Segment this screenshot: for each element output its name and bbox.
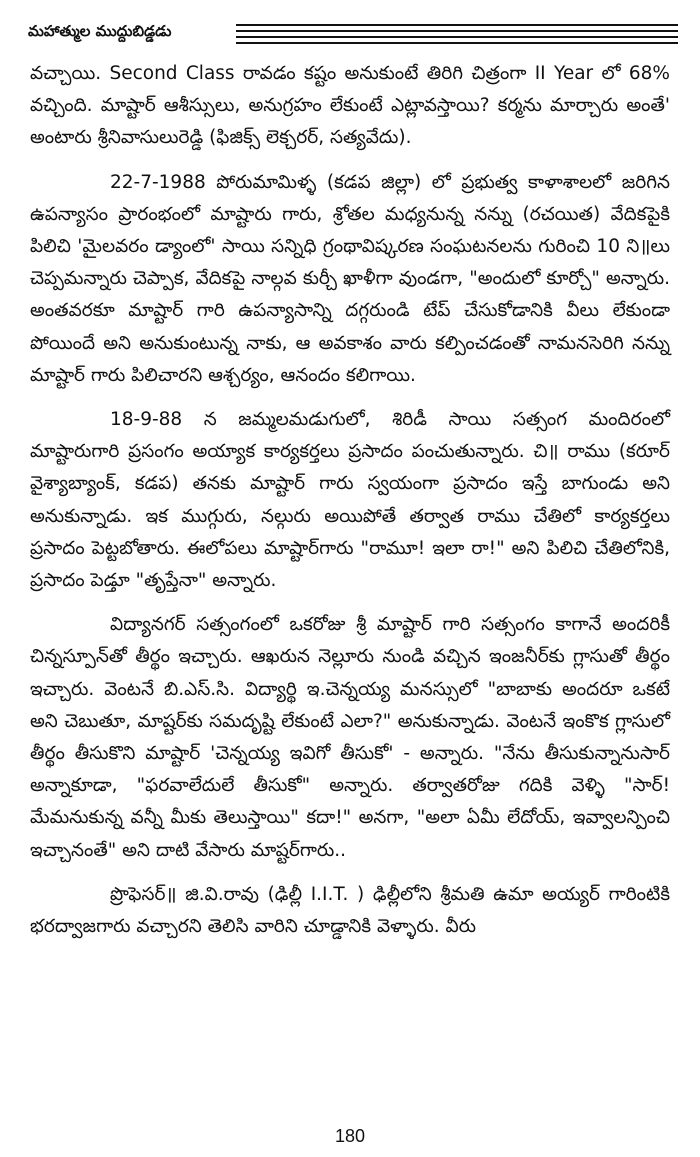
page-number: 180 [334, 1126, 366, 1146]
header-rules [236, 24, 678, 48]
header-rule [236, 30, 678, 32]
running-title: మహాత్ముల ముద్దుబిడ్డడు [28, 22, 172, 40]
page-header [28, 20, 678, 50]
paragraph: 22-7-1988 పోరుమామిళ్ళ (కడప జిల్లా) లో ప్రభుత్వ కాళాశాలలో జరిగిన ఉపన్యాసం ప్రారంభంలో మాష్టారు గారు, శ్రోతల మధ్యనున్న నన్ను (రచయిత) వేదికపైకి పిలిచి 'మైలవరం డ్యాంలో' సాయి సన్నిధి గ్రంథావిష్కరణ సంఘటనలను గురించి 10 ని॥లు చెప్పమన్నారు చెప్పాక, వేదికపై నాల్గవ కుర్చీ ఖాళీగా వుండగా, "అందులో కూర్చో" అన్నారు. అంతవరకూ మాష్టార్ గారి ఉపన్యాసాన్ని దగ్గరుండి టేప్ చేసుకోడానికి వీలు లేకుండా పోయిందే అని అనుకుంటున్న నాకు, ఆ అవకాశం వారు కల్పించడంతో నామనసెరిగి నన్ను మాష్టార్ గారు పిలిచారని ఆశ్చర్యం, ఆనందం కలిగాయి. [30, 171, 670, 386]
header-rule [236, 42, 678, 44]
paragraph: ప్రొఫెసర్॥ జి.వి.రావు (ఢిల్లీ I.I.T. ) ఢిల్లీలోని శ్రీమతి ఉమా అయ్యర్ గారింటికి భరద్వాజగారు వచ్చారని తెలిసి వారిని చూడ్డానికి వెళ్ళారు. వీరు [30, 883, 670, 938]
paragraph: 18-9-88 న జమ్మలమడుగులో, శిరిడీ సాయి సత్సంగ మందిరంలో మాష్టారుగారి ప్రసంగం అయ్యాక కార్యకర్తలు ప్రసాదం పంచుతున్నారు. చి॥ రాము (కరూర్ వైశ్యాబ్యాంక్, కడప) తనకు మాష్టార్ గారు స్వయంగా ప్రసాదం ఇస్తే బాగుండు అని అనుకున్నాడు. ఇక ముగ్గురు, నల్గురు అయిపోతే తర్వాత రాము చేతిలో కార్యకర్తలు ప్రసాదం పెట్టబోతారు. ఈలోపలు మాష్టార్‌గారు "రామూ! ఇలా రా!" అని పిలిచి చేతిలోనికి, ప్రసాదం పెడ్తూ "తృప్తేనా" అన్నారు. [30, 409, 670, 592]
header-rule [236, 24, 678, 26]
page-body [30, 58, 670, 955]
header-rule [236, 36, 678, 38]
paragraph: విద్యానగర్ సత్సంగంలో ఒకరోజు శ్రీ మాష్టార్ గారి సత్సంగం కాగానే అందరికీ చిన్నస్పూన్‌తో తీర్థం ఇచ్చారు. ఆఖరున నెల్లూరు నుండి వచ్చిన ఇంజనీర్‌కు గ్లాసుతో తీర్థం ఇచ్చారు. వెంటనే బి.ఎస్.సి. విద్యార్థి ఇ.చెన్నయ్య మనస్సులో "బాబాకు అందరూ ఒకటే అని చెబుతూ, మాష్టర్‌కు సమదృష్టి లేకుంటే ఎలా?" అనుకున్నాడు. వెంటనే ఇంకొక గ్లాసులో తీర్థం తీసుకొని మాష్టార్ 'చెన్నయ్య ఇవిగో తీసుకో' - అన్నారు. "నేను తీసుకున్నానుసార్ అన్నాకూడా, "ఫరవాలేదులే తీసుకో" అన్నారు. తర్వాతరోజు గదికి వెళ్ళి "సార్! మేమనుకున్న వన్నీ మీకు తెలుస్తాయి" కదా!" అనగా, "అలా ఏమీ లేదోయ్, ఇవ్వాలన్పించి ఇచ్చానంతే" అని దాటి వేసారు మాష్టర్‌గారు.. [30, 614, 670, 861]
paragraph: వచ్చాయి. Second Class రావడం కష్టం అనుకుంటే తిరిగి చిత్రంగా II Year లో 68% వచ్చింది. మాష్టార్ ఆశీస్సులు, అనుగ్రహం లేకుంటే ఎట్లావస్తాయి? కర్మను మార్చారు అంతే' అంటారు శ్రీనివాసులురెడ్డి (ఫిజిక్స్ లెక్చరర్, సత్యవేదు). [30, 63, 670, 149]
